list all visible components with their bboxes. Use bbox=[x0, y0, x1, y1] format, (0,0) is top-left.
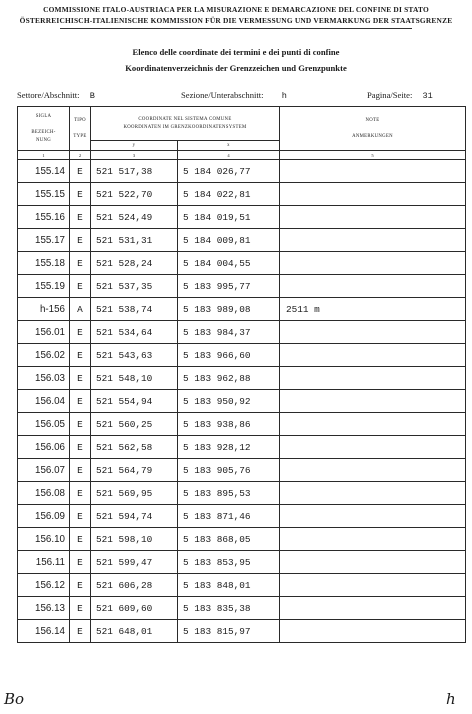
col-number-4: 4 bbox=[178, 151, 280, 160]
table-row bbox=[18, 574, 466, 597]
note-cell bbox=[280, 229, 466, 252]
y-coordinate-cell: 521 564,79 bbox=[91, 459, 178, 482]
sigla-cell: 156.04 bbox=[18, 390, 70, 413]
table-row bbox=[18, 482, 466, 505]
note-cell: 2511 m bbox=[280, 298, 466, 321]
note-cell bbox=[280, 597, 466, 620]
y-coordinate-cell: 521 528,24 bbox=[91, 252, 178, 275]
sigla-cell: 156.14 bbox=[18, 620, 70, 643]
note-cell bbox=[280, 413, 466, 436]
sigla-cell: 155.19 bbox=[18, 275, 70, 298]
x-coordinate-cell: 5 183 995,77 bbox=[178, 275, 280, 298]
y-coordinate-cell: 521 538,74 bbox=[91, 298, 178, 321]
table-row bbox=[18, 459, 466, 482]
table-row bbox=[18, 367, 466, 390]
right-signature: h bbox=[446, 690, 456, 708]
tipo-cell: E bbox=[70, 206, 91, 229]
sigla-cell: 156.07 bbox=[18, 459, 70, 482]
sigla-cell: 156.08 bbox=[18, 482, 70, 505]
col-number-1: 1 bbox=[18, 151, 70, 160]
table-row bbox=[18, 229, 466, 252]
sigla-cell: 155.17 bbox=[18, 229, 70, 252]
y-coordinate-cell: 521 606,28 bbox=[91, 574, 178, 597]
x-coordinate-cell: 5 183 962,88 bbox=[178, 367, 280, 390]
sezione-field bbox=[181, 90, 287, 101]
commission-title-it: COMMISSIONE ITALO-AUSTRIACA PER LA MISURAZIONE E DEMARCAZIONE DEL CONFINE DI STATO bbox=[43, 5, 429, 14]
note-cell bbox=[280, 160, 466, 183]
pagina-field bbox=[367, 90, 433, 101]
settore-field bbox=[17, 90, 95, 101]
tipo-cell: E bbox=[70, 413, 91, 436]
note-cell bbox=[280, 344, 466, 367]
sigla-cell: 156.12 bbox=[18, 574, 70, 597]
note-cell bbox=[280, 551, 466, 574]
sigla-cell: 156.11 bbox=[18, 551, 70, 574]
pagina-label: Pagina/Seite: bbox=[367, 90, 413, 100]
table-row bbox=[18, 275, 466, 298]
x-coordinate-cell: 5 184 026,77 bbox=[178, 160, 280, 183]
y-coordinate-cell: 521 609,60 bbox=[91, 597, 178, 620]
table-row bbox=[18, 528, 466, 551]
table-row bbox=[18, 413, 466, 436]
note-cell bbox=[280, 321, 466, 344]
sigla-cell: 156.02 bbox=[18, 344, 70, 367]
x-coordinate-cell: 5 183 835,38 bbox=[178, 597, 280, 620]
sigla-cell: 156.10 bbox=[18, 528, 70, 551]
commission-title-de: ÖSTERREICHISCH-ITALIENISCHE KOMMISSION FÜR DIE VERMESSUNG UND VERMARKUNG DER STAATSGRENZE bbox=[19, 16, 453, 25]
y-coordinate-cell: 521 562,58 bbox=[91, 436, 178, 459]
tipo-cell: E bbox=[70, 551, 91, 574]
table-row bbox=[18, 344, 466, 367]
note-cell bbox=[280, 482, 466, 505]
sigla-cell: 155.14 bbox=[18, 160, 70, 183]
pagina-value: 31 bbox=[422, 91, 433, 101]
tipo-cell: E bbox=[70, 344, 91, 367]
x-coordinate-cell: 5 183 928,12 bbox=[178, 436, 280, 459]
sigla-cell: 156.05 bbox=[18, 413, 70, 436]
note-cell bbox=[280, 505, 466, 528]
note-cell bbox=[280, 275, 466, 298]
y-coordinate-cell: 521 517,38 bbox=[91, 160, 178, 183]
left-signature: Bo bbox=[4, 690, 25, 708]
x-coordinate-cell: 5 184 009,81 bbox=[178, 229, 280, 252]
y-coordinate-cell: 521 569,95 bbox=[91, 482, 178, 505]
note-cell bbox=[280, 528, 466, 551]
col-number-2: 2 bbox=[70, 151, 91, 160]
x-coordinate-cell: 5 183 815,97 bbox=[178, 620, 280, 643]
x-coordinate-cell: 5 183 905,76 bbox=[178, 459, 280, 482]
table-row bbox=[18, 551, 466, 574]
document-title-de: Koordinatenverzeichnis der Grenzzeichen und Grenzpunkte bbox=[125, 63, 347, 73]
y-coordinate-cell: 521 648,01 bbox=[91, 620, 178, 643]
y-coordinate-cell: 521 548,10 bbox=[91, 367, 178, 390]
tipo-cell: E bbox=[70, 482, 91, 505]
sigla-cell: 155.18 bbox=[18, 252, 70, 275]
x-coordinate-cell: 5 183 895,53 bbox=[178, 482, 280, 505]
sezione-value: h bbox=[281, 91, 287, 101]
sigla-cell: 156.13 bbox=[18, 597, 70, 620]
header-divider bbox=[60, 28, 412, 29]
coordinate-header: COORDINATE NEL SISTEMA COMUNE KOORDINATEN IM GRENZKOORDINATENSYSTEM bbox=[91, 107, 280, 141]
tipo-cell: E bbox=[70, 436, 91, 459]
note-cell bbox=[280, 390, 466, 413]
y-coordinate-cell: 521 531,31 bbox=[91, 229, 178, 252]
note-cell bbox=[280, 436, 466, 459]
y-coordinate-cell: 521 524,49 bbox=[91, 206, 178, 229]
y-coordinate-cell: 521 522,70 bbox=[91, 183, 178, 206]
sigla-cell: h-156 bbox=[18, 298, 70, 321]
x-coordinate-cell: 5 183 853,95 bbox=[178, 551, 280, 574]
tipo-cell: E bbox=[70, 321, 91, 344]
tipo-cell: E bbox=[70, 459, 91, 482]
table-row bbox=[18, 298, 466, 321]
x-coordinate-cell: 5 183 989,08 bbox=[178, 298, 280, 321]
y-coordinate-cell: 521 560,25 bbox=[91, 413, 178, 436]
table-row bbox=[18, 321, 466, 344]
tipo-cell: E bbox=[70, 229, 91, 252]
settore-label: Settore/Abschnitt: bbox=[17, 90, 80, 100]
table-row bbox=[18, 183, 466, 206]
sigla-cell: 156.03 bbox=[18, 367, 70, 390]
x-coordinate-cell: 5 184 022,81 bbox=[178, 183, 280, 206]
sigla-cell: 155.15 bbox=[18, 183, 70, 206]
x-coordinate-cell: 5 183 848,01 bbox=[178, 574, 280, 597]
tipo-cell: E bbox=[70, 183, 91, 206]
table-row bbox=[18, 252, 466, 275]
x-coordinate-cell: 5 183 871,46 bbox=[178, 505, 280, 528]
x-coordinate-cell: 5 183 868,05 bbox=[178, 528, 280, 551]
table-row bbox=[18, 206, 466, 229]
table-row bbox=[18, 390, 466, 413]
y-coordinate-cell: 521 554,94 bbox=[91, 390, 178, 413]
sezione-label: Sezione/Unterabschnitt: bbox=[181, 90, 264, 100]
x-coordinate-cell: 5 183 984,37 bbox=[178, 321, 280, 344]
tipo-cell: E bbox=[70, 574, 91, 597]
coordinates-table bbox=[17, 106, 466, 643]
x-coordinate-cell: 5 184 004,55 bbox=[178, 252, 280, 275]
table-row bbox=[18, 160, 466, 183]
note-cell bbox=[280, 252, 466, 275]
col-number-3: 3 bbox=[91, 151, 178, 160]
sigla-cell: 156.09 bbox=[18, 505, 70, 528]
x-coordinate-cell: 5 184 019,51 bbox=[178, 206, 280, 229]
y-coordinate-cell: 521 599,47 bbox=[91, 551, 178, 574]
note-cell bbox=[280, 367, 466, 390]
col-number-5: 5 bbox=[280, 151, 466, 160]
table-row bbox=[18, 620, 466, 643]
sigla-cell: 155.16 bbox=[18, 206, 70, 229]
x-coordinate-cell: 5 183 938,86 bbox=[178, 413, 280, 436]
document-title-it: Elenco delle coordinate dei termini e dei punti di confine bbox=[132, 47, 340, 57]
tipo-cell: A bbox=[70, 298, 91, 321]
settore-value: B bbox=[89, 91, 95, 101]
x-header: x bbox=[178, 141, 280, 151]
tipo-cell: E bbox=[70, 275, 91, 298]
table-row bbox=[18, 436, 466, 459]
y-coordinate-cell: 521 534,64 bbox=[91, 321, 178, 344]
y-coordinate-cell: 521 543,63 bbox=[91, 344, 178, 367]
note-cell bbox=[280, 574, 466, 597]
note-cell bbox=[280, 459, 466, 482]
tipo-cell: E bbox=[70, 505, 91, 528]
note-cell bbox=[280, 183, 466, 206]
x-coordinate-cell: 5 183 950,92 bbox=[178, 390, 280, 413]
table-row bbox=[18, 597, 466, 620]
y-coordinate-cell: 521 537,35 bbox=[91, 275, 178, 298]
tipo-cell: E bbox=[70, 597, 91, 620]
tipo-cell: E bbox=[70, 252, 91, 275]
tipo-cell: E bbox=[70, 367, 91, 390]
tipo-cell: E bbox=[70, 528, 91, 551]
y-coordinate-cell: 521 598,10 bbox=[91, 528, 178, 551]
y-header: y bbox=[91, 141, 178, 151]
tipo-cell: E bbox=[70, 160, 91, 183]
note-cell bbox=[280, 620, 466, 643]
note-cell bbox=[280, 206, 466, 229]
tipo-cell: E bbox=[70, 620, 91, 643]
tipo-cell: E bbox=[70, 390, 91, 413]
sigla-cell: 156.06 bbox=[18, 436, 70, 459]
sigla-header: SIGLA BEZEICH- NUNG bbox=[18, 107, 70, 151]
table-row bbox=[18, 505, 466, 528]
tipo-header: TIPO TYPE bbox=[70, 107, 91, 151]
y-coordinate-cell: 521 594,74 bbox=[91, 505, 178, 528]
x-coordinate-cell: 5 183 966,60 bbox=[178, 344, 280, 367]
sigla-cell: 156.01 bbox=[18, 321, 70, 344]
note-header: NOTE ANMERKUNGEN bbox=[280, 107, 466, 151]
